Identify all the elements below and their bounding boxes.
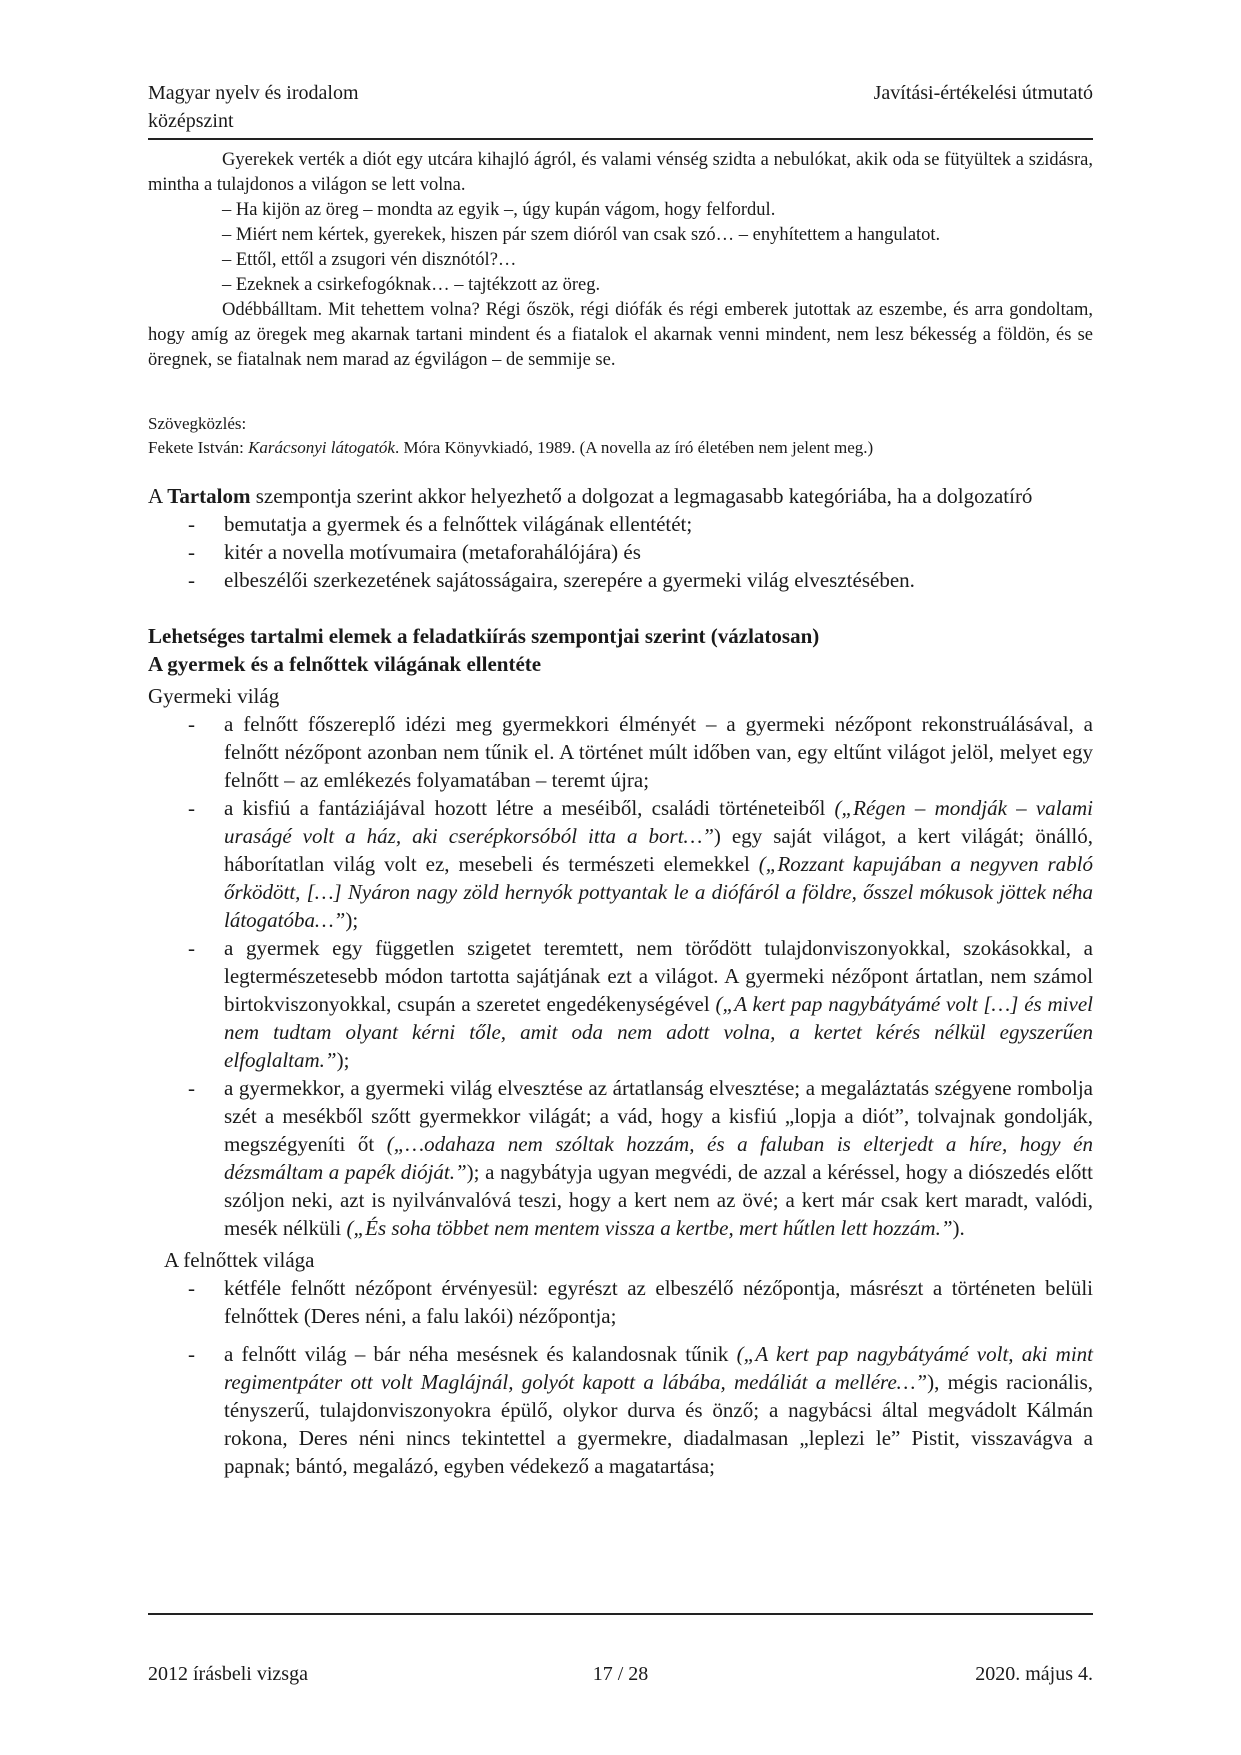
child-world-list (148, 710, 1093, 1242)
child-world-item: - a gyermek egy független szigetet teremtett, nem törődött tulajdonviszonyokkal, szokásokkal, a legtermészetesebb módon tartotta sajátjának ezt a világot. A gyermeki nézőpont ártatlan, nem számol birtokviszonyokkal, csupán a szeretet engedékenységével („A kert pap nagybátyámé volt […] és mivel nem tudtam olyant kérni tőle, amit oda nem adott volna, a kertet kérés nélkül egyszerűen elfoglaltam.”); (148, 934, 1093, 1074)
source-citation (148, 412, 1093, 460)
source-author: Fekete István: (148, 438, 249, 457)
child-world-item: - a felnőtt főszereplő idézi meg gyermekkori élményét – a gyermeki nézőpont rekonstruálásával, a felnőtt nézőpont azonban nem tűnik el. A történet múlt időben van, egy eltűnt világot jelöl, melyet egy felnőtt – az emlékezés folyamatában – teremt újra; (148, 710, 1093, 794)
excerpt-paragraph: Odébbálltam. Mit tehettem volna? Régi őszök, régi diófák és régi emberek jutottak az eszembe, és arra gondoltam, hogy amíg az öregek meg akarnak tartani mindent és a fiatalok el akarnak venni mindent, nem lesz békesség a földön, és se öregnek, se fiatalnak nem marad az égvilágon – de semmije se. (148, 300, 1093, 370)
criteria-intro-end: szempontja szerint akkor helyezhető a dolgozat a legmagasabb kategóriába, ha a dolgozatíró (250, 484, 1033, 508)
criteria-item: - kitér a novella motívumaira (metaforahálójára) és (148, 538, 1093, 566)
source-reference (148, 436, 1093, 460)
criteria-list (148, 510, 1093, 594)
criteria-item: - bemutatja a gyermek és a felnőttek világának ellentétét; (148, 510, 1093, 538)
excerpt-paragraph: Gyerekek verték a diót egy utcára kihajló ágról, és valami vénség szidta a nebulókat, akik oda se fütyültek a szidásra, mintha a tulajdonos a világon se lett volna. (148, 150, 1093, 195)
citation-quote: („…odahaza nem szóltak hozzám, és a faluban is elterjedt a híre, hogy én dézsmáltam a papék dióját.” (224, 1132, 1093, 1184)
footer-exam: 2012 írásbeli vizsga (148, 1663, 308, 1685)
source-title: Karácsonyi látogatók (248, 438, 395, 457)
adult-world-heading: A felnőttek világa (164, 1248, 315, 1272)
citation-quote: („Rozzant kapujában a negyven rabló őrködött, […] Nyáron nagy zöld hernyók pottyantak le a diófáról a földre, ősszel mókusok jöttek néha látogatóba…” (224, 852, 1093, 932)
source-publisher: . Móra Könyvkiadó, 1989. (A novella az író életében nem jelent meg.) (394, 438, 874, 457)
footer-date: 2020. május 4. (975, 1663, 1093, 1685)
page-footer (148, 1613, 1093, 1685)
adult-world-item: - kétféle felnőtt nézőpont érvényesül: egyrészt az elbeszélő nézőpontja, másrészt a történeten belüli felnőttek (Deres néni, a falu lakói) nézőpontja; (148, 1274, 1093, 1330)
excerpt-dialogue-line: – Ettől, ettől a zsugori vén disznótól?… (222, 250, 517, 270)
criteria-intro (148, 482, 1093, 510)
citation-quote: („És soha többet nem mentem vissza a kertbe, mert hűtlen lett hozzám.” (346, 1216, 953, 1240)
excerpt-dialogue-line: – Miért nem kértek, gyerekek, hiszen pár szem dióról van csak szó… – enyhítettem a hangulatot. (222, 225, 941, 245)
child-world-item: - a gyermekkor, a gyermeki világ elvesztése az ártatlanság elvesztése; a megaláztatás szégyene rombolja szét a mesékből szőtt gyermekkor világát; a vád, hogy a kisfiú „lopja a diót”, tolvajnak gondolják, megszégyeníti őt („…odahaza nem szóltak hozzám, és a faluban is elterjedt a híre, hogy én dézsmáltam a papék dióját.”); a nagybátyja ugyan megvédi, de azzal a kéréssel, hogy a diószedés előtt szóljon neki, azt is nyilvánvalóvá teszi, hogy a kert nem az övé; a kert már csak kert maradt, valódi, mesék nélküli („És soha többet nem mentem vissza a kertbe, mert hűtlen lett hozzám.”). (148, 1074, 1093, 1242)
excerpt-dialogue-line: – Ha kijön az öreg – mondta az egyik –, úgy kupán vágom, hogy felfordul. (222, 200, 776, 220)
header-doc-type: Javítási-értékelési útmutató (873, 82, 1093, 104)
source-label: Szövegközlés: (148, 414, 247, 433)
child-world-heading: Gyermeki világ (148, 684, 280, 708)
footer-page-number: 17 / 28 (592, 1663, 649, 1685)
evaluation-guide (148, 482, 1093, 1480)
novella-excerpt (148, 148, 1093, 373)
child-world-item: - a kisfiú a fantáziájával hozott létre a meséiből, családi történeteiből („Régen – mondják – valami uraságé volt a ház, aki cserépkorsóból itta a bort…”) egy saját világot, a kert világát; önálló, háborítatlan világ volt ez, mesebeli és természeti elemekkel („Rozzant kapujában a negyven rabló őrködött, […] Nyáron nagy zöld hernyók pottyantak le a diófáról a földre, ősszel mókusok jöttek néha látogatóba…”); (148, 794, 1093, 934)
excerpt-dialogue-line: – Ezeknek a csirkefogóknak… – tajtékzott az öreg. (222, 275, 601, 295)
section-title: Lehetséges tartalmi elemek a feladatkiírás szempontjai szerint (vázlatosan) (148, 624, 820, 648)
criteria-item: - elbeszélői szerkezetének sajátosságaira, szerepére a gyermeki világ elvesztésében. (148, 566, 1093, 594)
criteria-keyword: Tartalom (167, 484, 251, 508)
section-subtitle: A gyermek és a felnőttek világának ellentéte (148, 652, 542, 676)
header-subject: Magyar nyelv és irodalom (148, 82, 359, 104)
citation-quote: („A kert pap nagybátyámé volt […] és mivel nem tudtam olyant kérni tőle, amit oda nem adott volna, a kertet kérés nélkül egyszerűen elfoglaltam.” (224, 992, 1093, 1072)
header-level: középszint (148, 110, 234, 132)
adult-world-item: - a felnőtt világ – bár néha mesésnek és kalandosnak tűnik („A kert pap nagybátyámé volt, aki mint regimentpáter ott volt Maglájnál, golyót kapott a lábába, medáliát a mellére…”), mégis racionális, tényszerű, tulajdonviszonyokra épülő, olykor durva és önző; a nagybácsi által megvádolt Kálmán rokona, Deres néni nincs tekintettel a gyermekre, diadalmasan „leplezi le” Pistit, visszavágva a papnak; bántó, megalázó, egyben védekező a magatartása; (148, 1340, 1093, 1480)
citation-quote: („Régen – mondják – valami uraságé volt a ház, aki cserépkorsóból itta a bort…” (224, 796, 1093, 848)
page-header (148, 82, 1093, 140)
citation-quote: („A kert pap nagybátyámé volt, aki mint regimentpáter ott volt Maglájnál, golyót kapott a lábába, medáliát a mellére…” (224, 1342, 1093, 1394)
adult-world-list (148, 1274, 1093, 1480)
criteria-intro-start: A (148, 484, 168, 508)
